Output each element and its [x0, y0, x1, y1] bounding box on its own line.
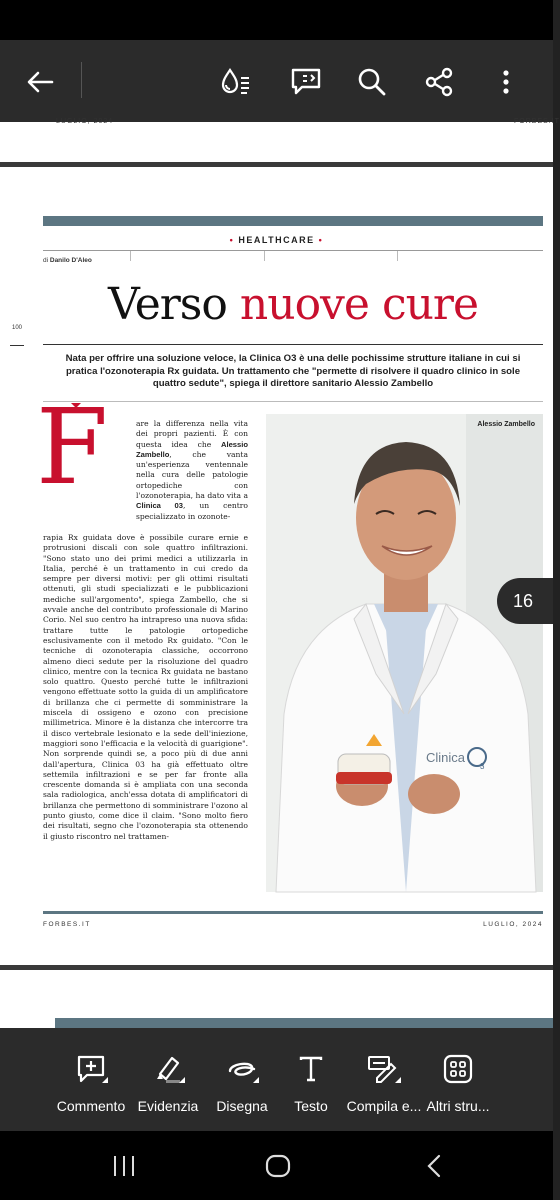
tool-compila[interactable] [345, 1028, 423, 1131]
coat-logo-text: Clinica [426, 750, 466, 765]
footer-site: FORBES.IT [43, 921, 91, 928]
share-icon[interactable] [419, 62, 459, 102]
tool-label: Evidenzia [137, 1098, 199, 1114]
arrow-left-icon[interactable] [20, 62, 60, 102]
tool-altri[interactable] [424, 1028, 492, 1131]
fill-sign-icon [366, 1052, 402, 1086]
more-tools-icon [440, 1052, 476, 1086]
tool-testo[interactable] [291, 1028, 331, 1131]
section-label: • HEALTHCARE • [229, 235, 324, 245]
document-viewer[interactable] [0, 118, 560, 1028]
status-bar [0, 0, 553, 40]
footer-rule [43, 911, 543, 914]
section-rule [43, 250, 543, 251]
tool-commento[interactable] [54, 1028, 128, 1131]
bottom-toolbar [0, 1028, 553, 1131]
drop-cap: F [36, 386, 109, 508]
deck-rule [43, 401, 543, 402]
author-name: Danilo D'Aleo [49, 257, 92, 264]
prev-page-footer-right: FORBES.IT [514, 118, 560, 125]
recents-icon[interactable] [104, 1149, 144, 1183]
tool-label: Testo [294, 1098, 328, 1114]
tick-mark [130, 251, 131, 261]
tick-mark [397, 251, 398, 261]
text-to-speech-icon[interactable] [216, 62, 256, 102]
coat-logo-suffix: 3 [480, 762, 485, 771]
tool-label: Commento [56, 1098, 126, 1114]
headline-red: nuove cure [239, 279, 478, 330]
back-icon[interactable] [414, 1149, 454, 1183]
magazine-page [0, 167, 553, 965]
article-body-intro: are la differenza nella vita dei propri pazienti. È con questa idea che Alessio Zambello, che vanta un'esperienza ventennale nella cura delle patologie ortopediche con l'ozonoterapia, ha dato vita a Clinica 03, un centro specializzato in ozonote- [136, 419, 248, 521]
print-page-number: 100 [12, 325, 23, 331]
app-toolbar [0, 40, 553, 122]
side-rule [10, 345, 24, 346]
headline-black: Verso [108, 279, 227, 330]
home-icon[interactable] [258, 1149, 298, 1183]
footer-date: LUGLIO, 2024 [483, 921, 543, 928]
tool-label: Compila e... [346, 1098, 422, 1114]
top-color-rule [43, 216, 543, 226]
portrait-illustration [266, 414, 543, 892]
text-icon [293, 1052, 329, 1086]
tool-label: Disegna [216, 1098, 268, 1114]
more-vert-icon[interactable] [486, 62, 526, 102]
headline-rule [43, 344, 543, 345]
portrait-photo [266, 414, 543, 892]
tick-mark [264, 251, 265, 261]
draw-icon [224, 1052, 260, 1086]
system-nav-bar [0, 1131, 553, 1200]
search-icon[interactable] [352, 62, 392, 102]
article-body: rapia Rx guidata dove è possibile curare ernie e protrusioni discali con sole quattro infiltrazioni. "Sono stato uno dei primi medici a utilizzarla in Italia, perché è un trattamento in cui credo da sempre per diversi motivi: per gli ottimi risultati ottenuti, gli studi specializzati e le pubblicazioni mediche sull'argomento", spiega Zambello, che si avvale anche del contributo professionale di Marino Corio. Nel suo centro ha intrapreso una nuova sfida: trattare tutte le patologie ortopediche esclusivamente con il metodo Rx guidato. "Con le tecniche di ozonoterapia classiche, occorrono almeno dieci sedute per la risoluzione del quadro clinico, mentre con la tecnica Rx guidata ne bastano solo quattro. Questo perché tutte le infiltrazioni vengono effettuate sotto la guida di un amplificatore di brillanza che ci permette di somministrare la miscela di ossigeno e ozono con precisione millimetrica. Minore è la distanza che intercorre tra il disco vertebrale lesionato e la sede dell'iniezione, maggiori sono l'efficacia e la velocità di guarigione". Non sorprende quindi se, a poco più di due anni dall'apertura, Clinica 03 ha già effettuato oltre settemila infiltrazioni e se per far fronte alla crescente domanda si è ampliata con una seconda sala radiologica, anch'essa dotata di amplificatori di brillanza che permettono di somministrare l'ozono al punto giusto, come dice il claim. "Sono molto fiero dei risultati, segno che l'ozonoterapia sta ottenendo il giusto riscontro nel trattamen- [43, 533, 248, 841]
article-deck: Nata per offrire una soluzione veloce, la Clinica O3 è una delle pochissime strutture italiane in cui si pratica l'ozonoterapia Rx guidata. Un trattamento che "permette di risolvere il quadro clinico in sole quattro sedute", spiega il direttore sanitario Alessio Zambello [65, 353, 521, 389]
add-comment-icon [73, 1052, 109, 1086]
byline: di Danilo D'Aleo [43, 257, 92, 264]
prev-page-footer-left: LUGLIO, 2024 [56, 118, 114, 125]
comment-icon[interactable] [286, 62, 326, 102]
tool-label: Altri stru... [426, 1098, 490, 1114]
photo-caption: Alessio Zambello [477, 421, 535, 428]
next-page-rule [55, 1018, 553, 1028]
toolbar-divider [81, 62, 82, 98]
page-indicator[interactable]: 16 [497, 578, 553, 624]
tool-evidenzia[interactable] [137, 1028, 199, 1131]
headline [43, 279, 543, 330]
highlighter-icon [150, 1052, 186, 1086]
tool-disegna[interactable] [214, 1028, 270, 1131]
previous-page-edge [0, 118, 560, 162]
